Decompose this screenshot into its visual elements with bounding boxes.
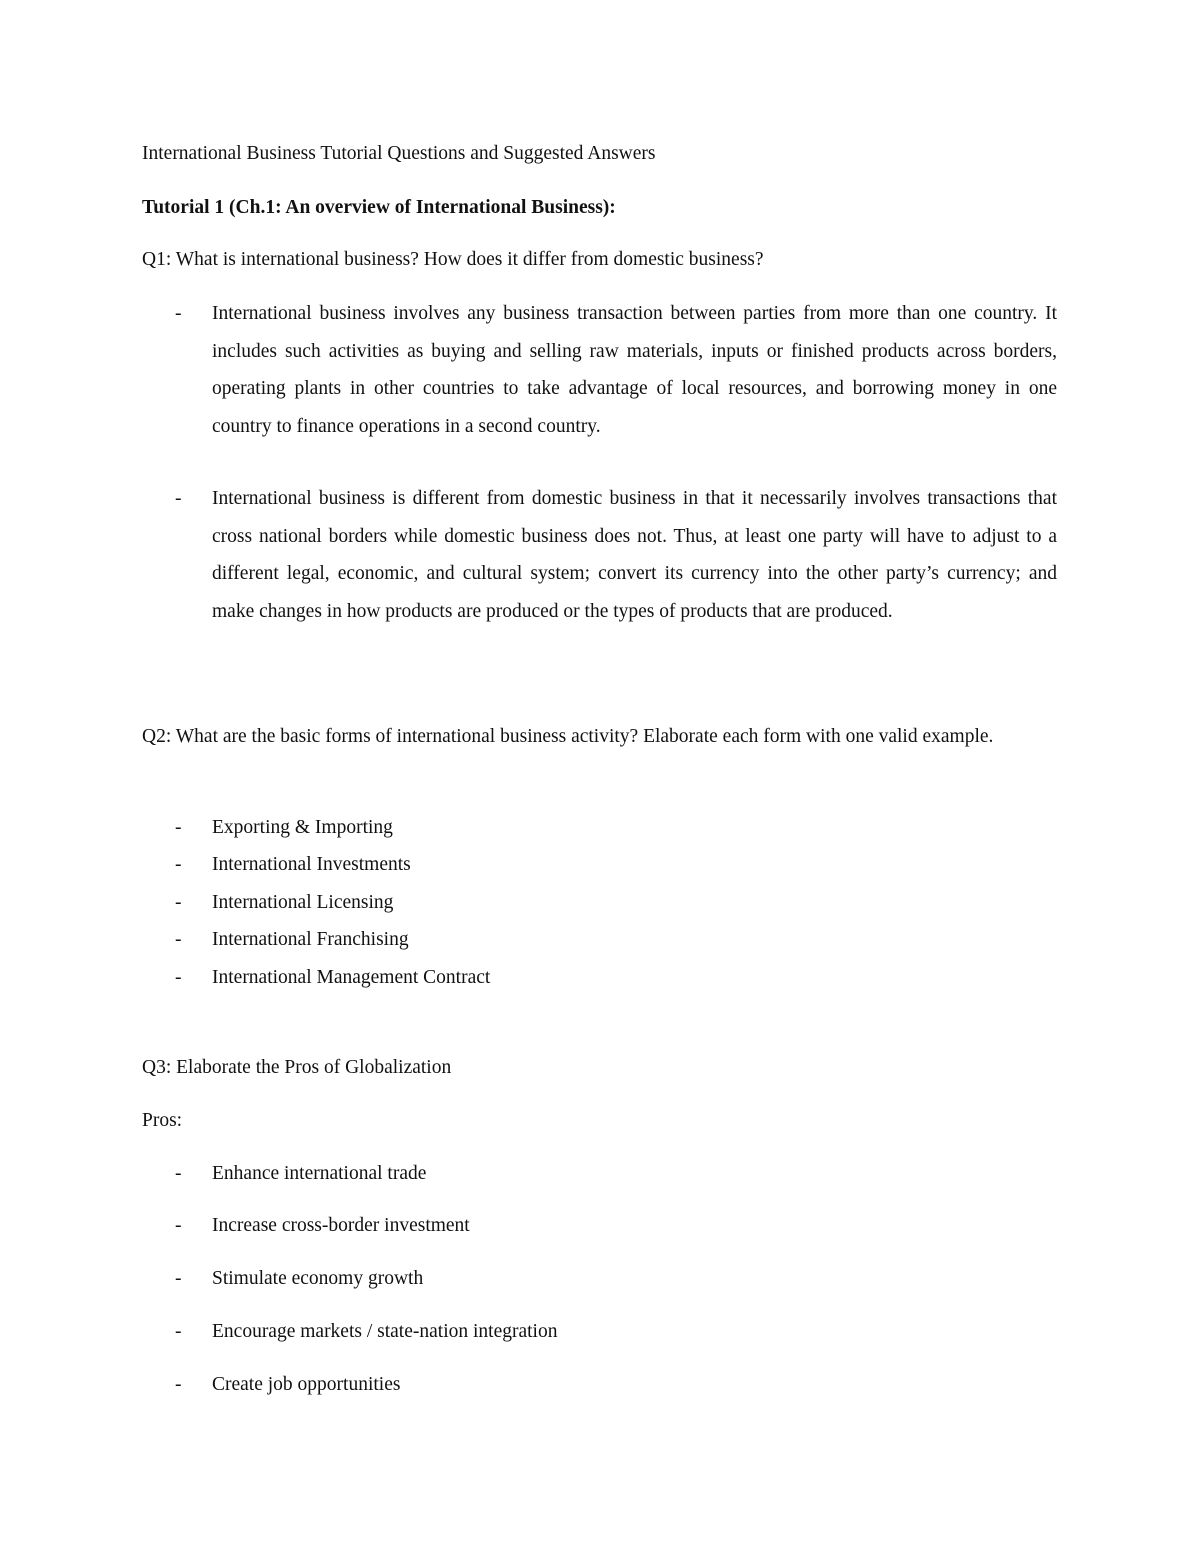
bullet-marker: - bbox=[175, 1215, 182, 1236]
bullet-marker: - bbox=[175, 817, 182, 838]
bullet-marker: - bbox=[175, 1163, 182, 1184]
bullet-marker: - bbox=[175, 967, 182, 988]
q2-form-item: International Investments bbox=[212, 854, 411, 875]
q2-form-item: International Licensing bbox=[212, 892, 394, 913]
q2-form-item: International Management Contract bbox=[212, 967, 491, 988]
bullet-marker: - bbox=[175, 488, 182, 509]
bullet-marker: - bbox=[175, 892, 182, 913]
q1-answer-2: International business is different from domestic business in that it necessarily involves transactions that cross national borders while domestic business does not. Thus, at least one party will have to adjust to a different legal, economic, and cultural system; convert its currency into the other party’s currency; and make changes in how products are produced or the types of products that are produced. bbox=[212, 488, 1057, 622]
q3-question: Q3: Elaborate the Pros of Globalization bbox=[142, 1057, 452, 1078]
pros-item: Enhance international trade bbox=[212, 1163, 427, 1184]
bullet-marker: - bbox=[175, 854, 182, 875]
bullet-marker: - bbox=[175, 1268, 182, 1289]
bullet-marker: - bbox=[175, 929, 182, 950]
pros-item: Create job opportunities bbox=[212, 1374, 401, 1395]
q1-question: Q1: What is international business? How does it differ from domestic business? bbox=[142, 249, 764, 270]
q1-answer-1: International business involves any business transaction between parties from more than one country. It includes such activities as buying and selling raw materials, inputs or finished products across borders, operating plants in other countries to take advantage of local resources, and borrowing money in one country to finance operations in a second country. bbox=[212, 303, 1057, 437]
bullet-marker: - bbox=[175, 1374, 182, 1395]
pros-label: Pros: bbox=[142, 1110, 183, 1131]
document-title: International Business Tutorial Questions and Suggested Answers bbox=[142, 143, 656, 164]
bullet-marker: - bbox=[175, 303, 182, 324]
pros-item: Increase cross-border investment bbox=[212, 1215, 470, 1236]
pros-item: Encourage markets / state-nation integration bbox=[212, 1321, 558, 1342]
q2-question: Q2: What are the basic forms of international business activity? Elaborate each form with one valid example. bbox=[142, 726, 994, 747]
q2-form-item: Exporting & Importing bbox=[212, 817, 393, 838]
q2-form-item: International Franchising bbox=[212, 929, 409, 950]
bullet-marker: - bbox=[175, 1321, 182, 1342]
pros-item: Stimulate economy growth bbox=[212, 1268, 424, 1289]
tutorial-heading: Tutorial 1 (Ch.1: An overview of International Business): bbox=[142, 197, 616, 218]
